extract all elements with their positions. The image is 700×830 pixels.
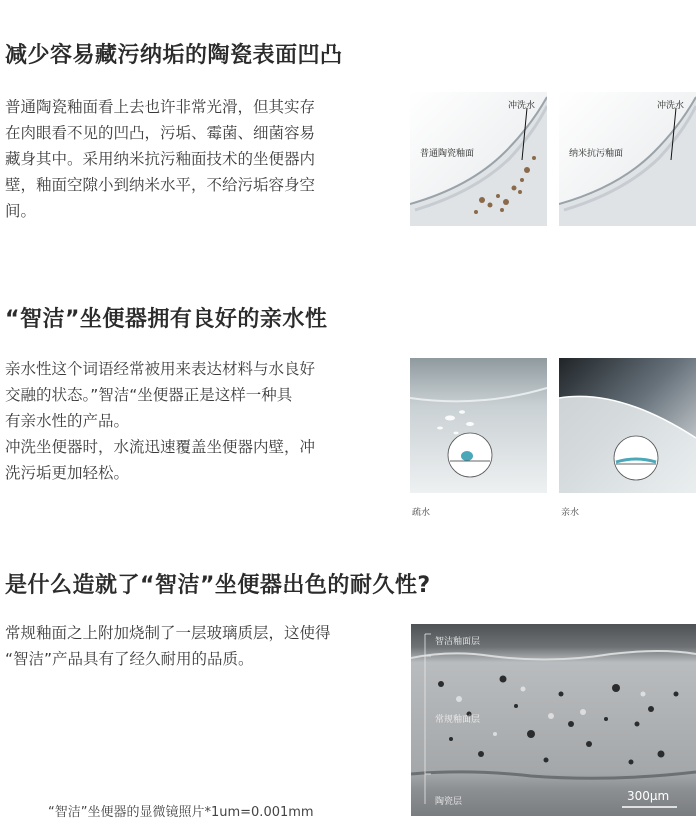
paragraph-line: 有亲水性的产品。 [5,412,130,430]
hydrophobic-image [410,358,547,493]
paragraph-line: 间。 [5,202,37,220]
section2-title: “智洁”坐便器拥有良好的亲水性 [5,307,328,332]
section1-title: 减少容易藏污纳垢的陶瓷表面凹凸 [5,43,343,68]
paragraph-line: 洗污垢更加轻松。 [5,464,130,482]
paragraph-line: 藏身其中。采用纳米抗污釉面技术的坐便器内 [5,150,316,168]
paragraph-line: 亲水性这个词语经常被用来表达材料与水良好 [5,360,316,378]
paragraph-line: “智洁”产品具有了经久耐用的品质。 [5,650,254,668]
ordinary-glaze-label: 普通陶瓷釉面 [420,149,475,159]
ceramic-layer-label: 陶瓷层 [435,797,463,807]
hydrophobic-caption: 疏水 [412,508,431,518]
nano-glaze-image [559,92,696,226]
microscope-footnote: “智洁”坐便器的显微镜照片*1um=0.001mm [48,805,314,820]
paragraph-line: 交融的状态。”智洁“坐便器正是这样一种具 [5,386,293,404]
hydrophilic-image [559,358,696,493]
paragraph-line: 壁，釉面空隙小到纳米水平，不给污垢容身空 [5,176,316,194]
regular-glaze-layer-label: 常规釉面层 [435,715,481,725]
paragraph-line: 冲洗坐便器时，水流迅速覆盖坐便器内壁，冲 [5,438,316,456]
paragraph-line: 常规釉面之上附加烧制了一层玻璃质层，这使得 [5,624,331,642]
section3-title: 是什么造就了“智洁”坐便器出色的耐久性? [5,573,431,598]
section1-paragraph [5,94,315,224]
paragraph-line: 普通陶瓷釉面看上去也许非常光滑，但其实存 [5,98,316,116]
section3-paragraph [5,620,331,672]
section2-paragraph [5,356,315,486]
paragraph-line: 在肉眼看不见的凹凸，污垢、霉菌、细菌容易 [5,124,316,142]
flush-water-label: 冲洗水 [657,101,685,111]
ordinary-glaze-image [410,92,547,226]
flush-water-label: 冲洗水 [508,101,536,111]
scale-bar-label: 300μm [627,789,670,803]
nano-glaze-label: 纳米抗污釉面 [569,149,624,159]
microscope-image [411,624,696,816]
hydrophilic-caption: 亲水 [561,508,580,518]
clean-glaze-layer-label: 智洁釉面层 [435,637,481,647]
